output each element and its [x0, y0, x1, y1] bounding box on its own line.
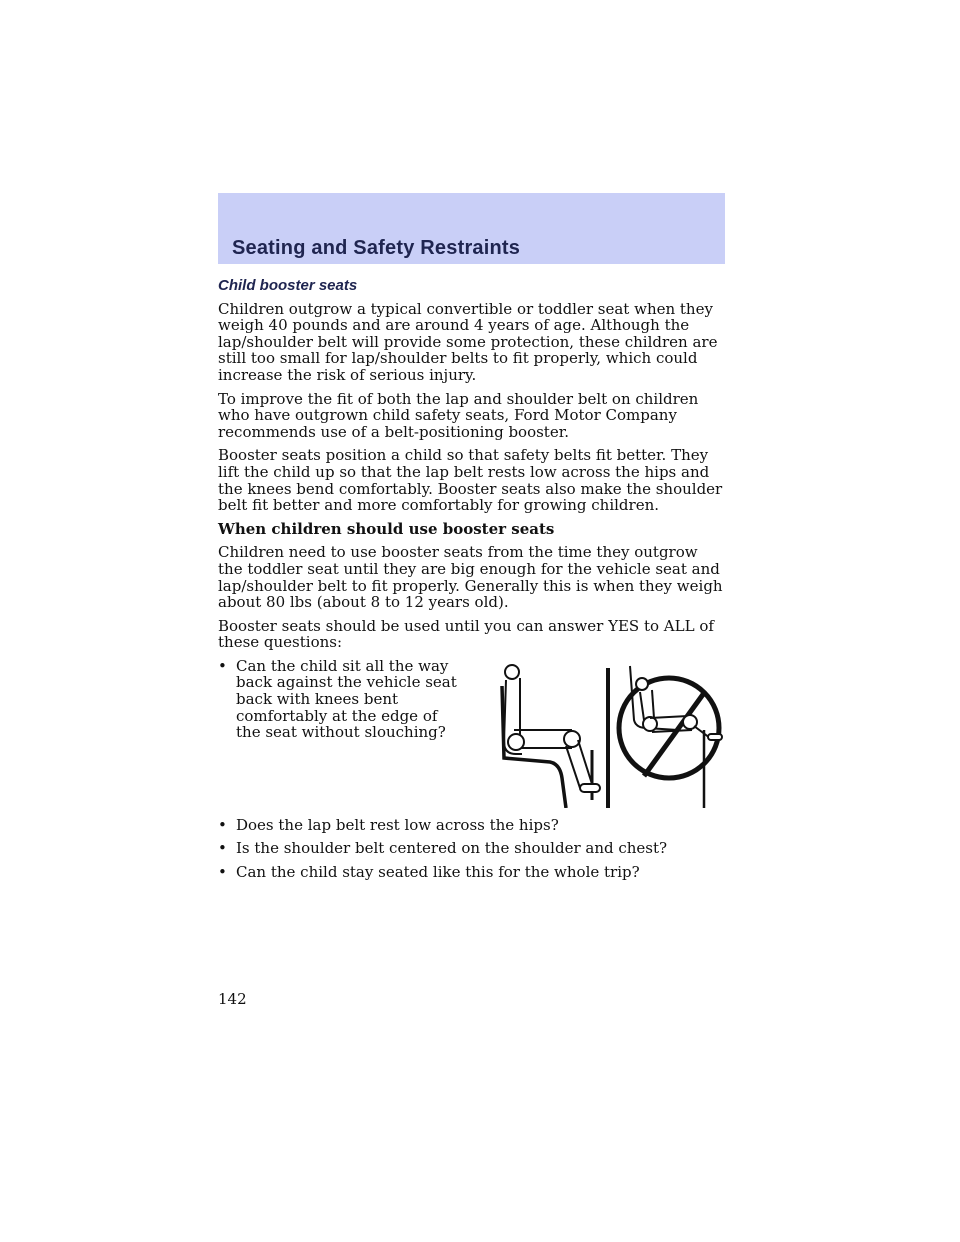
content: [218, 278, 725, 888]
booster-usage-heading: When children should use booster seats: [218, 519, 555, 538]
bullet-dot: •: [218, 815, 227, 834]
list-item: [218, 840, 725, 857]
section-title: Seating and Safety Restraints: [232, 237, 521, 259]
page-number: 142: [218, 990, 247, 1008]
paragraph: Booster seats should be used until you can answer YES to ALL of these questions:: [218, 616, 714, 652]
paragraph: To improve the fit of both the lap and shoulder belt on children who have outgrown child safety seats, Ford Motor Company recommends use of a belt-positioning booster.: [218, 389, 699, 441]
paragraph: Children need to use booster seats from the time they outgrow the toddler seat until they are big enough for the vehicle seat and lap/shoulder belt to fit properly. Generally this is when they weigh about 80 lbs (about 8 to 12 years old).: [218, 543, 723, 612]
list-item-text: Can the child stay seated like this for the whole trip?: [236, 863, 640, 882]
bullet-with-figure: [218, 658, 725, 808]
list-item-text: Does the lap belt rest low across the hips?: [236, 815, 559, 834]
list-item: [218, 864, 725, 881]
list-item: [218, 817, 725, 834]
bullet-dot: •: [218, 656, 227, 675]
paragraph: Children outgrow a typical convertible or toddler seat when they weigh 40 pounds and are around 4 years of age. Although the lap/shoulder belt will provide some protection, these children are still too small for lap/shoulder belts to fit properly, which could increase the risk of serious injury.: [218, 299, 718, 384]
header-band: [218, 193, 725, 264]
list-item-text: Can the child sit all the way back against the vehicle seat back with knees bent comfortably at the edge of the seat without slouching?: [236, 656, 457, 742]
list-item-text: Is the shoulder belt centered on the shoulder and chest?: [236, 839, 668, 858]
bullet-dot: •: [218, 863, 227, 882]
incorrect-seating-prohibited-icon: [619, 666, 722, 808]
paragraph: Booster seats position a child so that safety belts fit better. They lift the child up so that the lap belt rests low across the hips and the knees bend comfortably. Booster seats also make the shoulder belt fit better and more comfortably for growing children.: [218, 446, 723, 515]
list-item: [218, 658, 458, 741]
child-booster-seats-heading: Child booster seats: [218, 277, 358, 294]
seating-figure: [492, 658, 725, 808]
bullet-dot: •: [218, 839, 227, 858]
correct-seating-icon: [502, 665, 600, 808]
